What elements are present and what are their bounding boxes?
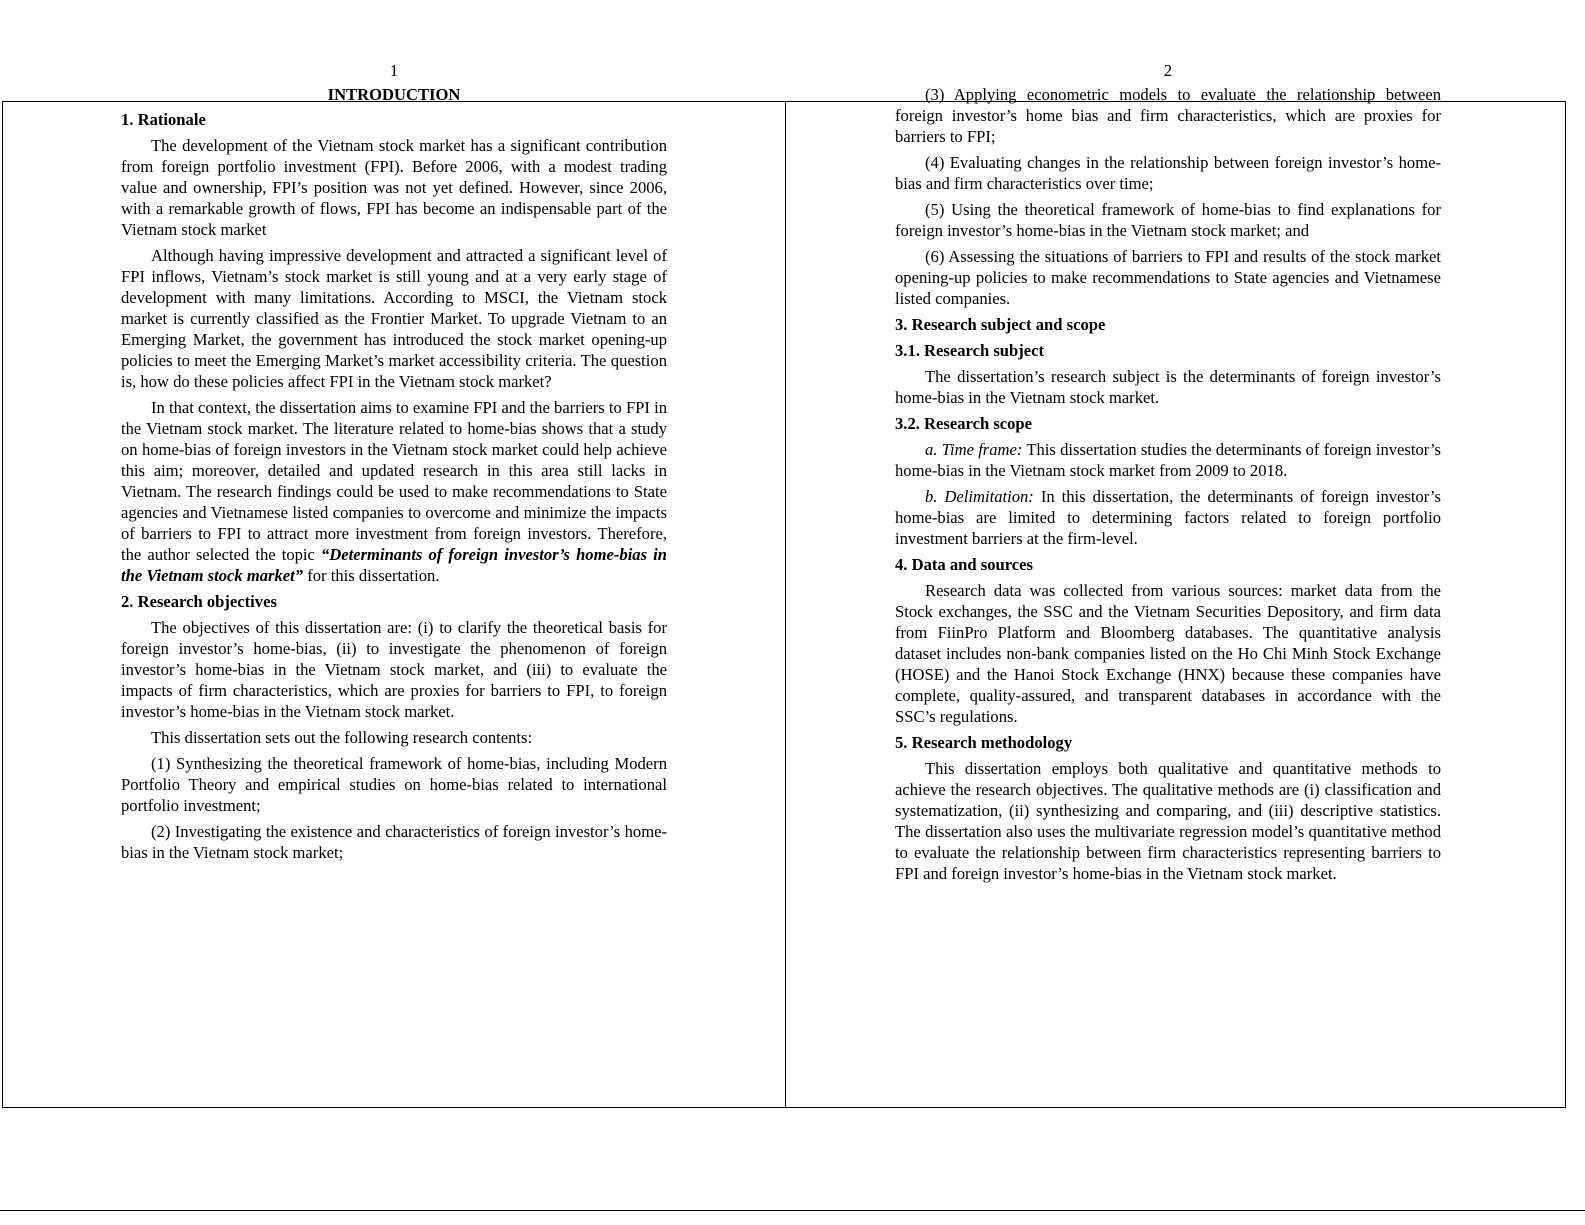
page-divider [785, 102, 786, 1107]
paragraph: (3) Applying econometric models to evaluate the relationship between foreign investor’s home bias and firm characteristics, which are proxies for barriers to FPI; [895, 85, 1441, 146]
heading-subject: 3.1. Research subject [895, 341, 1045, 360]
paragraph: Research data was collected from various sources: market data from the Stock exchanges, the SSC and the Vietnam Securities Depository, and firm data from FiinPro Platform and Bloomberg databases. The quantitative analysis dataset includes non-bank companies listed on the Ho Chi Minh Stock Exchange (HOSE) and the Hanoi Stock Exchange (HNX) because these companies have complete, quality-assured, and transparent databases in accordance with the SSC’s regulations. [895, 581, 1441, 726]
paragraph: (4) Evaluating changes in the relationship between foreign investor’s home-bias and firm characteristics over time; [895, 153, 1441, 193]
bottom-rule [0, 1210, 1585, 1211]
paragraph [895, 486, 1441, 549]
paragraph-text: In that context, the dissertation aims to examine FPI and the barriers to FPI in the Vietnam stock market. The literature related to home-bias shows that a study on home-bias of foreign investors in the Vietnam stock market could help achieve this aim; moreover, detailed and updated research in this area still lacks in Vietnam. The research findings could be used to make recommendations to State agencies and Vietnamese listed companies to overcome and minimize the impacts of barriers to FPI to attract more investment from foreign investors. Therefore, the author selected the topic [121, 398, 667, 564]
paragraph: (6) Assessing the situations of barriers to FPI and results of the stock market opening-up policies to make recommendations to State agencies and Vietnamese listed companies. [895, 247, 1441, 308]
time-frame-label: a. Time frame: [925, 440, 1023, 459]
left-page [121, 60, 667, 868]
heading-rationale: 1. Rationale [121, 110, 206, 129]
page-title: INTRODUCTION [327, 85, 461, 104]
paragraph: (5) Using the theoretical framework of home-bias to find explanations for foreign investor’s home-bias in the Vietnam stock market; and [895, 200, 1441, 240]
paragraph: This dissertation sets out the following research contents: [151, 728, 533, 747]
paragraph-text: In this dissertation, the determinants of foreign investor’s home-bias are limited to determining factors related to foreign portfolio investment barriers at the firm-level. [895, 487, 1441, 548]
paragraph: The development of the Vietnam stock market has a significant contribution from foreign portfolio investment (FPI). Before 2006, with a modest trading value and ownership, FPI’s position was not yet defined. However, since 2006, with a remarkable growth of flows, FPI has become an indispensable part of the Vietnam stock market [121, 136, 667, 239]
paragraph: Although having impressive development and attracted a significant level of FPI inflows, Vietnam’s stock market is still young and at a very early stage of development with many limitations. According to MSCI, the Vietnam stock market is currently classified as the Frontier Market. To upgrade Vietnam to an Emerging Market, the government has introduced the stock market opening-up policies to meet the Emerging Market’s market accessibility criteria. The question is, how do these policies affect FPI in the Vietnam stock market? [121, 246, 667, 391]
page-number: 1 [389, 61, 399, 80]
paragraph-text: This dissertation studies the determinants of foreign investor’s home-bias in the Vietnam stock market from 2009 to 2018. [895, 440, 1441, 480]
heading-data: 4. Data and sources [895, 555, 1033, 574]
heading-methodology: 5. Research methodology [895, 733, 1073, 752]
dissertation-topic: “Determinants of foreign investor’s home-bias in the Vietnam stock market” [121, 545, 667, 585]
paragraph: (2) Investigating the existence and characteristics of foreign investor’s home-bias in the Vietnam stock market; [121, 822, 667, 862]
paragraph: (1) Synthesizing the theoretical framework of home-bias, including Modern Portfolio Theory and empirical studies on home-bias related to international portfolio investment; [121, 754, 667, 815]
heading-scope: 3.2. Research scope [895, 414, 1033, 433]
page-number: 2 [1163, 61, 1173, 80]
right-page [895, 60, 1441, 889]
paragraph: The objectives of this dissertation are: (i) to clarify the theoretical basis for foreign investor’s home-bias, (ii) to investigate the phenomenon of foreign investor’s home-bias in the Vietnam stock market, and (iii) to evaluate the impacts of firm characteristics, which are proxies for barriers to FPI, to foreign investor’s home-bias in the Vietnam stock market. [121, 618, 667, 721]
paragraph [895, 439, 1441, 481]
paragraph-text: for this dissertation. [303, 566, 440, 585]
heading-objectives: 2. Research objectives [121, 592, 277, 611]
paragraph: The dissertation’s research subject is the determinants of foreign investor’s home-bias in the Vietnam stock market. [895, 367, 1441, 407]
paragraph [121, 397, 667, 586]
delimitation-label: b. Delimitation: [925, 487, 1034, 506]
heading-subject-scope: 3. Research subject and scope [895, 315, 1106, 334]
paragraph: This dissertation employs both qualitative and quantitative methods to achieve the research objectives. The qualitative methods are (i) classification and systematization, (ii) synthesizing and comparing, and (iii) descriptive statistics. The dissertation also uses the multivariate regression model’s quantitative method to evaluate the relationship between firm characteristics representing barriers to FPI and foreign investor’s home-bias in the Vietnam stock market. [895, 759, 1441, 883]
